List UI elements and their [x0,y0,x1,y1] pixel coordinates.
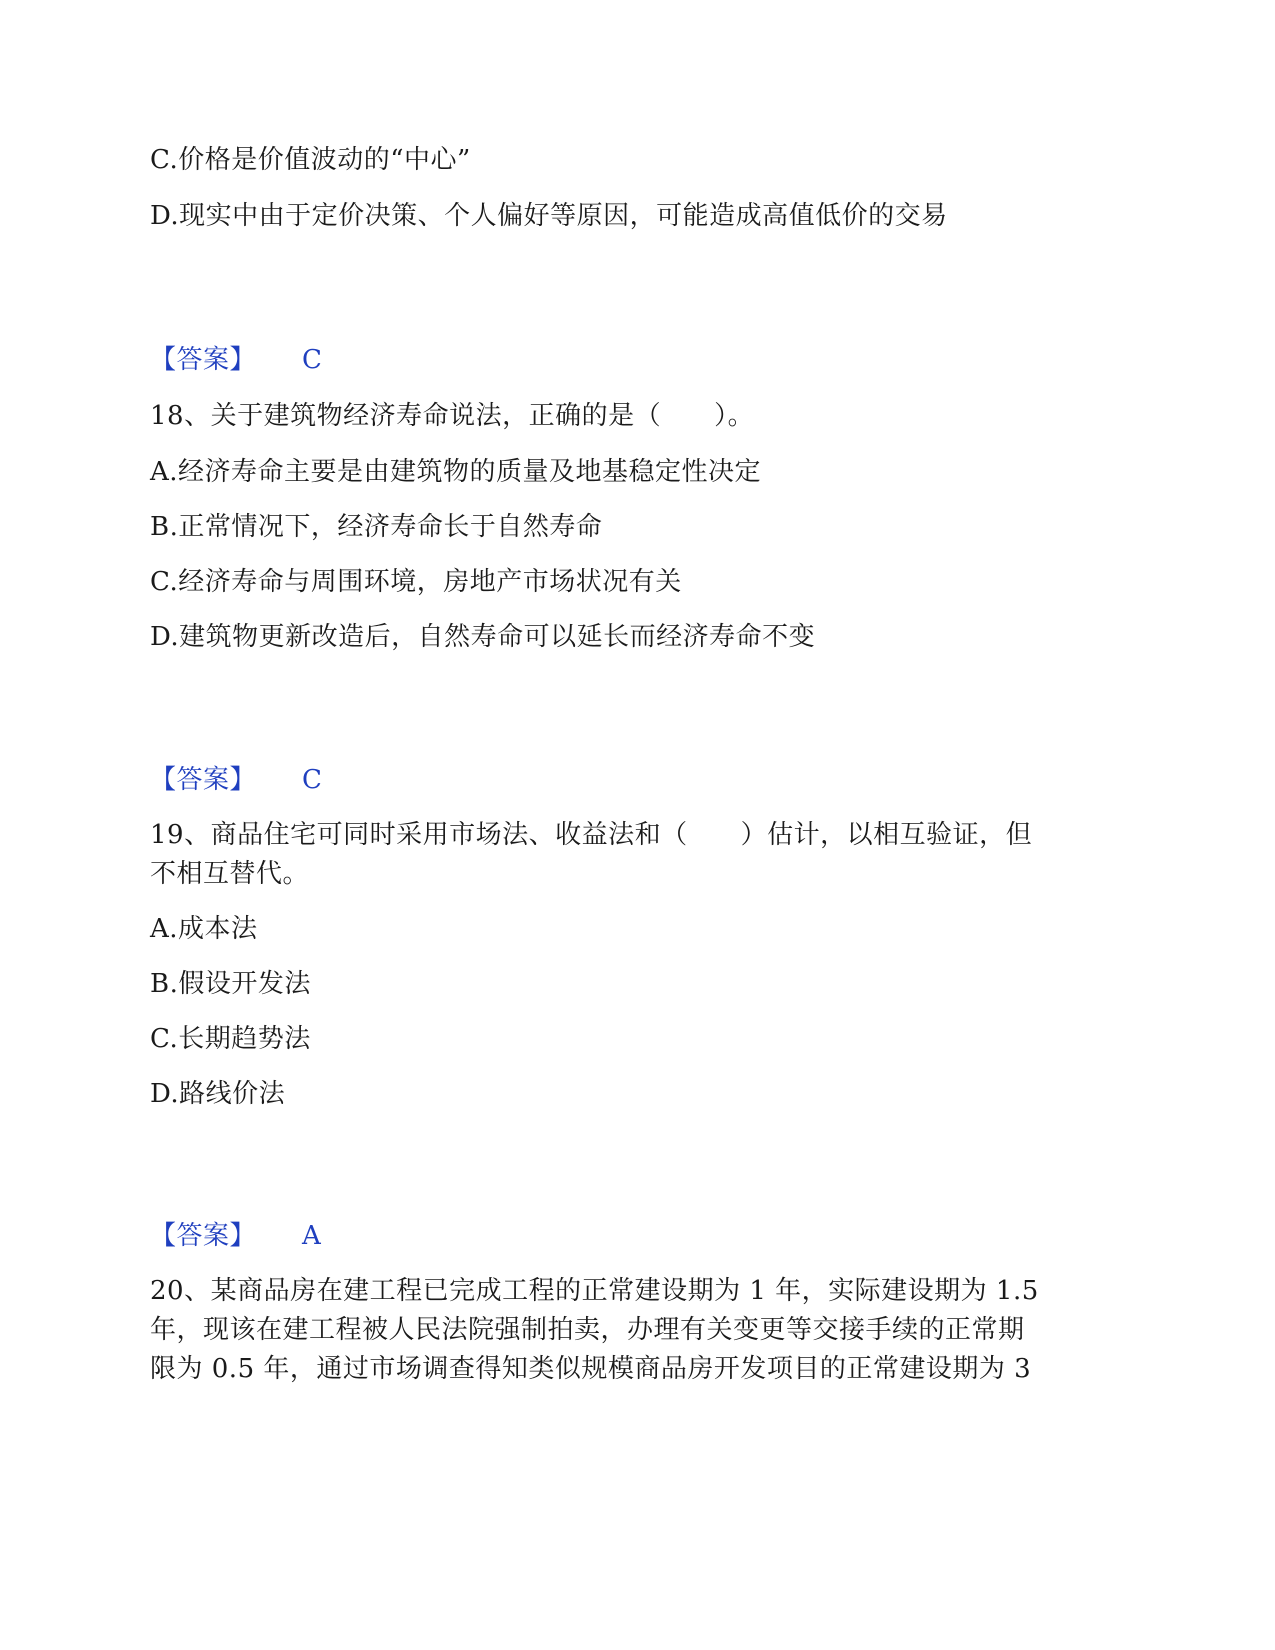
q20-stem-line-2: 年，现该在建工程被人民法院强制拍卖，办理有关变更等交接手续的正常期 [150,1315,1025,1345]
answer-value: C [302,345,323,375]
answer-value: C [302,765,323,795]
q17-answer [150,340,322,380]
q19-answer [150,1216,321,1256]
q19-option-d: D.路线价法 [150,1079,286,1109]
q19-stem-line-2: 不相互替代。 [150,859,310,889]
q19-option-b: B.假设开发法 [150,969,311,999]
q18-stem: 18、关于建筑物经济寿命说法，正确的是（ ）。 [150,401,755,431]
q19-option-c: C.长期趋势法 [150,1024,311,1054]
q18-option-a: A.经济寿命主要是由建筑物的质量及地基稳定性决定 [150,457,762,487]
answer-value: A [302,1221,322,1251]
q18-option-c: C.经济寿命与周围环境，房地产市场状况有关 [150,567,682,597]
q19-stem-line-1: 19、商品住宅可同时采用市场法、收益法和（ ）估计，以相互验证，但 [150,820,1033,850]
answer-label: 【答案】 [150,345,257,375]
q17-option-d: D.现实中由于定价决策、个人偏好等原因，可能造成高值低价的交易 [150,201,948,231]
q18-option-d: D.建筑物更新改造后，自然寿命可以延长而经济寿命不变 [150,622,816,652]
answer-label: 【答案】 [150,765,257,795]
q17-option-c: C.价格是价值波动的“中心” [150,145,471,175]
q18-option-b: B.正常情况下，经济寿命长于自然寿命 [150,512,603,542]
q18-answer [150,760,322,800]
q20-stem-line-1: 20、某商品房在建工程已完成工程的正常建设期为 1 年，实际建设期为 1.5 [150,1276,1039,1306]
q19-option-a: A.成本法 [150,914,258,944]
answer-label: 【答案】 [150,1221,257,1251]
q20-stem-line-3: 限为 0.5 年，通过市场调查得知类似规模商品房开发项目的正常建设期为 3 [150,1354,1032,1384]
